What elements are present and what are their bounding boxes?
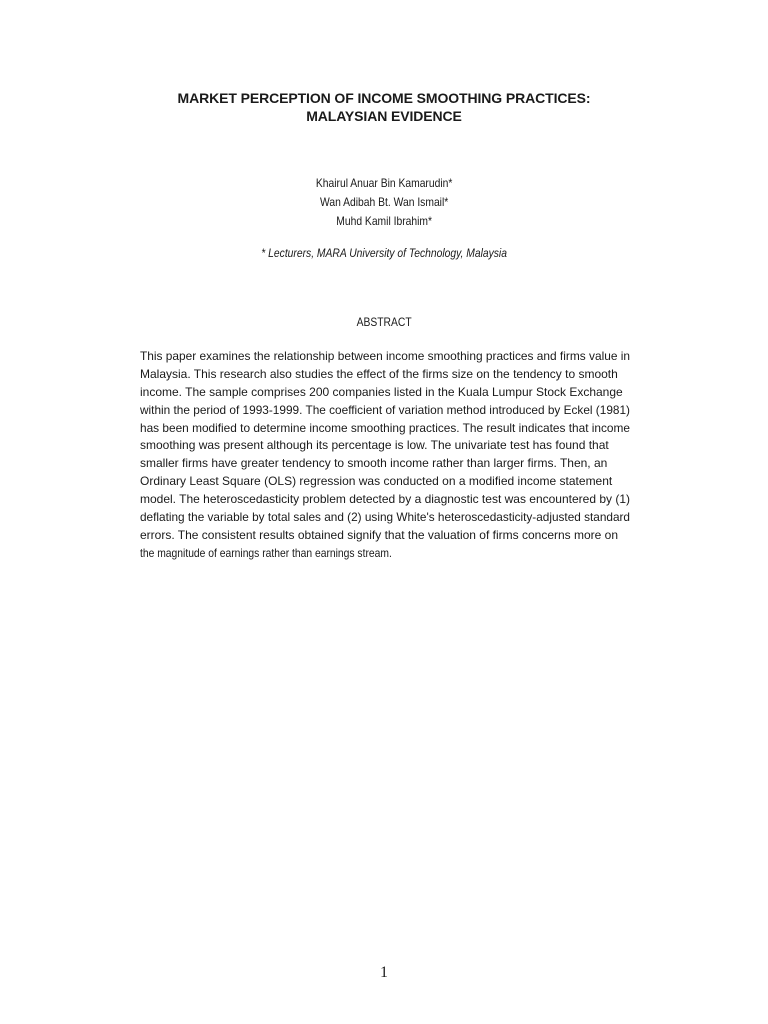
page-number: 1: [380, 964, 388, 981]
paper-title: [0, 89, 768, 125]
abstract-line: within the period of 1993-1999. The coefficient of variation method introduced by Eckel (1981): [140, 402, 630, 417]
author-2: Wan Adibah Bt. Wan Ismail*: [319, 195, 449, 209]
abstract-line: This paper examines the relationship between income smoothing practices and firms value in: [140, 349, 631, 363]
abstract-line: smaller firms have greater tendency to smooth income rather than larger firms. Then, an: [140, 456, 608, 471]
author-affiliation: * Lecturers, MARA University of Technology, Malaysia: [261, 246, 507, 260]
abstract-line: smoothing was present although its percentage is low. The univariate test has found that: [140, 438, 609, 453]
abstract-line: model. The heteroscedasticity problem detected by a diagnostic test was encountered by (1): [140, 492, 631, 507]
abstract-line: has been modified to determine income smoothing practices. The result indicates that income: [140, 420, 630, 435]
abstract-line: errors. The consistent results obtained signify that the valuation of firms concerns more on: [140, 527, 619, 542]
abstract-line: the magnitude of earnings rather than earnings stream.: [140, 545, 392, 560]
author-1: Khairul Anuar Bin Kamarudin*: [315, 176, 453, 190]
abstract-line: deflating the variable by total sales and (2) using White's heteroscedasticity-adjusted standard: [140, 510, 631, 525]
title-line-2: MALAYSIAN EVIDENCE: [306, 108, 462, 124]
abstract-line: Malaysia. This research also studies the effect of the firms size on the tendency to smooth: [140, 366, 618, 381]
abstract-line: income. The sample comprises 200 companies listed in the Kuala Lumpur Stock Exchange: [140, 384, 623, 399]
abstract-heading: ABSTRACT: [356, 315, 412, 329]
abstract-body: [140, 348, 630, 563]
author-3: Muhd Kamil Ibrahim*: [336, 214, 433, 228]
title-line-1: MARKET PERCEPTION OF INCOME SMOOTHING PRACTICES:: [177, 90, 591, 106]
abstract-line: Ordinary Least Square (OLS) regression was conducted on a modified income statement: [140, 474, 613, 489]
author-list: [54, 174, 714, 231]
